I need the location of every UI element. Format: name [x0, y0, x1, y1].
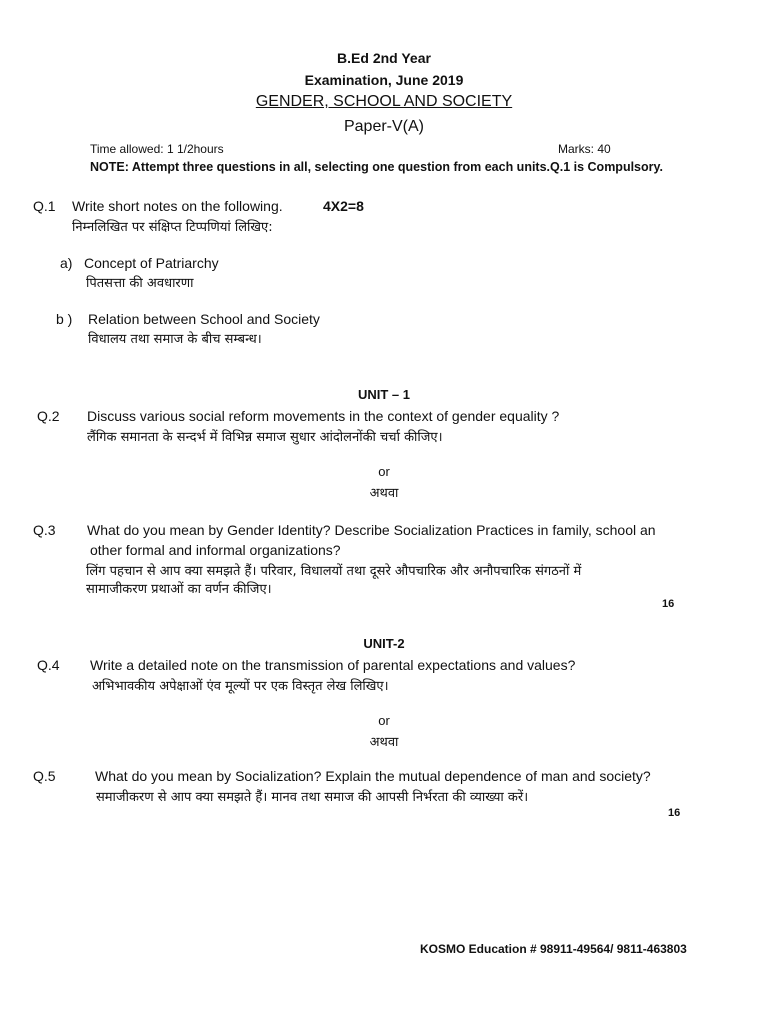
paper-title: Paper-V(A)	[343, 118, 425, 135]
or-english: or	[378, 464, 390, 479]
or-hindi-2: अथवा	[369, 735, 399, 750]
unit1-marks: 16	[662, 598, 675, 610]
q4-hindi: अभिभावकीय अपेक्षाओं एंव मूल्यों पर एक विस्तृत लेख लिखिए।	[92, 679, 389, 694]
unit2-title: UNIT-2	[363, 636, 405, 651]
q3-text-line1: What do you mean by Gender Identity? Describe Socialization Practices in family, school an	[87, 522, 656, 538]
q3-number: Q.3	[33, 522, 56, 538]
unit2-marks: 16	[668, 807, 681, 819]
q1b-hindi: विधालय तथा समाज के बीच सम्बन्ध।	[88, 332, 262, 347]
q1-number: Q.1	[33, 198, 56, 214]
q1-hindi: निम्नलिखित पर संक्षिप्त टिप्पणियां लिखिए:	[72, 220, 273, 235]
or-english-2: or	[378, 713, 390, 728]
or-hindi: अथवा	[369, 486, 399, 501]
q5-text: What do you mean by Socialization? Explain the mutual dependence of man and society?	[95, 768, 651, 784]
q4-text: Write a detailed note on the transmission of parental expectations and values?	[90, 657, 576, 673]
time-label: Time allowed:	[90, 142, 164, 156]
footer-contact: KOSMO Education # 98911-49564/ 9811-463803	[420, 942, 687, 956]
marks-total: Marks: 40	[558, 142, 611, 156]
time-value: 1 1/2hours	[166, 142, 224, 156]
subject-title: GENDER, SCHOOL AND SOCIETY	[255, 93, 513, 110]
q1b-text: Relation between School and Society	[88, 311, 320, 327]
q1b-label: b )	[56, 311, 73, 327]
q5-number: Q.5	[33, 768, 56, 784]
unit1-title: UNIT – 1	[357, 387, 410, 402]
course-title: B.Ed 2nd Year	[337, 50, 431, 66]
q2-number: Q.2	[37, 408, 60, 424]
time-allowed	[90, 142, 224, 156]
q1-text: Write short notes on the following.	[72, 198, 283, 214]
q1a-text: Concept of Patriarchy	[84, 255, 219, 271]
q1-marks: 4X2=8	[323, 198, 364, 214]
q2-hindi: लैंगिक समानता के सन्दर्भ में विभिन्न समाज सुधार आंदोलनोंकी चर्चा कीजिए।	[87, 430, 443, 445]
exam-title: Examination, June 2019	[304, 72, 464, 88]
q4-number: Q.4	[37, 657, 60, 673]
q3-hindi-line2: सामाजीकरण प्रथाओं का वर्णन कीजिए।	[86, 582, 272, 597]
instructions-note: NOTE: Attempt three questions in all, selecting one question from each units.Q.1 is Compulsory.	[90, 160, 663, 174]
q1a-hindi: पितसत्ता की अवधारणा	[86, 276, 194, 291]
q1a-label: a)	[60, 255, 73, 271]
q5-hindi: समाजीकरण से आप क्या समझते हैं। मानव तथा समाज की आपसी निर्भरता की व्याख्या करें।	[96, 790, 529, 805]
q3-hindi-line1: लिंग पहचान से आप क्या समझते हैं। परिवार, विधालयों तथा दूसरे औपचारिक और अनौपचारिक संगठनों में	[86, 564, 582, 579]
q3-text-line2: other formal and informal organizations?	[90, 542, 341, 558]
q2-text: Discuss various social reform movements in the context of gender equality ?	[87, 408, 560, 424]
